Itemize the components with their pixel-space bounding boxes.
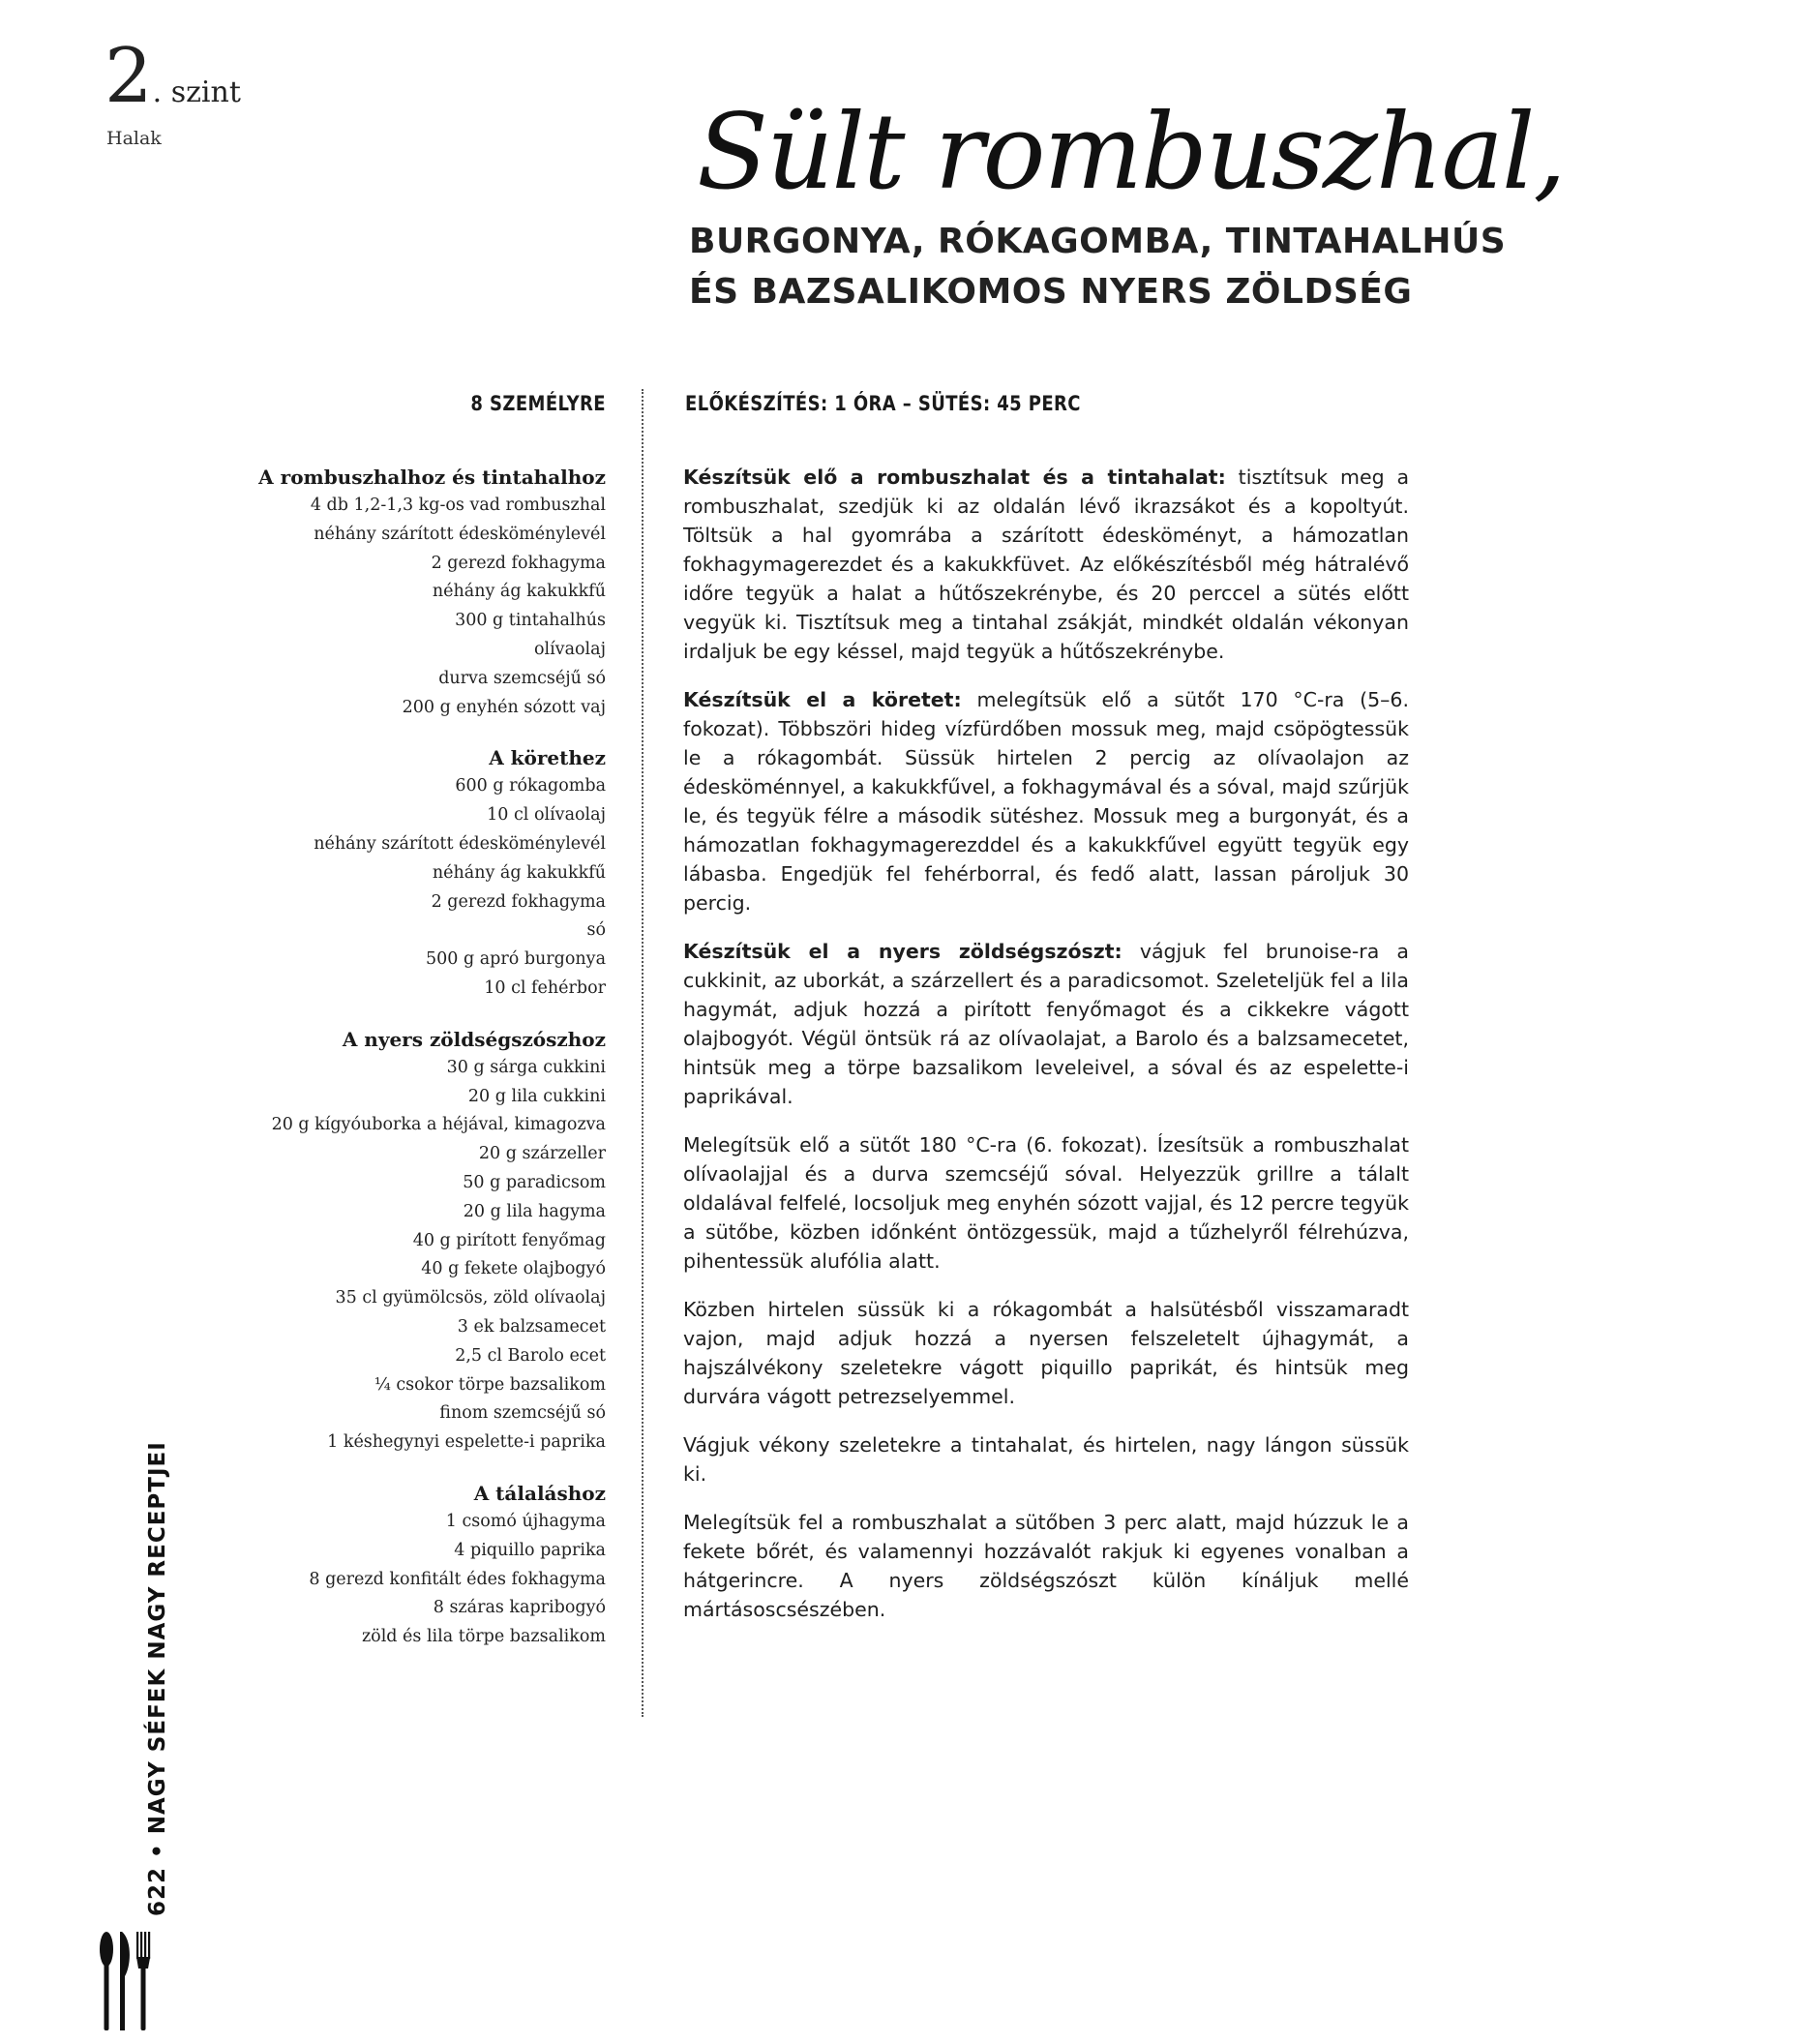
ingredient-item: 4 db 1,2-1,3 kg-os vad rombuszhal [310,496,606,515]
method-paragraph [683,1130,1409,1276]
ingredient-item: 200 g enyhén sózott vaj [402,697,606,717]
recipe-subtitle [689,217,1506,317]
method-step-text: Vágjuk vékony szeletekre a tintahalat, és hirtelen, nagy lángon süssük ki. [683,1433,1409,1486]
ingredient-item: 8 gerezd konfitált édes fokhagyma [309,1569,606,1589]
section-label: Halak [106,128,162,149]
method-paragraph [683,1430,1409,1488]
method-step-lead: Készítsük el a köretet: [683,688,962,711]
ingredient-item: só [586,920,606,941]
subtitle-line-1: BURGONYA, RÓKAGOMBA, TINTAHALHÚS [689,222,1507,261]
method-step-text: Melegítsük fel a rombuszhalat a sütőben 3 perc alatt, majd húzzuk le a fekete bőrét, és valamennyi hozzávalót rakjuk ki egyenes vonalban a hátgerincre. A nyers zöldségszószt külön kínáljuk mellé mártásoscsészében. [683,1511,1409,1621]
ingredient-item: 1 csomó újhagyma [445,1511,606,1531]
ingredient-group-heading: A rombuszhalhoz és tintahalhoz [258,466,606,489]
ingredient-group [64,743,606,1003]
ingredient-item: 20 g lila cukkini [467,1086,606,1106]
ingredient-item: 20 g kígyóuborka a héjával, kimagozva [271,1115,606,1135]
method-step-text: tisztítsuk meg a rombuszhalat, szedjük ki az oldalán lévő ikrazsákot és a kopoltyút. Töltsük a hal gyomrába a szárított édesköményt, a hámozatlan fokhagymagerezdet és a kakukkfüvet. Az előkészítésből még hátralévő időre tegyük a halat a hűtőszekrénybe, és 20 perccel a sütés előtt vegyük ki. Tisztítsuk meg a tintahal zsákját, mindkét oldalán vékonyan irdaljuk be egy késsel, majd tegyük a hűtőszekrénybe. [683,466,1410,663]
method-paragraph [683,937,1409,1111]
ingredient-group-heading: A nyers zöldségszószhoz [342,1027,606,1051]
recipe-title: Sült rombuszhal, [697,92,1565,213]
ingredient-group [64,463,606,722]
ingredient-item: 2 gerezd fokhagyma [431,891,606,912]
servings: 8 SZEMÉLYRE [470,392,606,417]
level-number: 2 [105,33,153,120]
ingredient-item: 3 ek balzsamecet [457,1316,606,1337]
ingredient-item: néhány szárított édesköménylevél [314,833,606,854]
ingredient-item: 40 g pirított fenyőmag [412,1230,606,1250]
ingredient-group-heading: A körethez [489,746,606,770]
method-step-text: Közben hirtelen süssük ki a rókagombát a halsütésből visszamaradt vajon, majd adjuk hozzá a nyersen felszeletelt újhagymát, a hajszálvékony szeletekre vágott piquillo paprikát, és hintsük meg durvára vágott petrezselyemmel. [683,1298,1409,1408]
ingredient-item: 40 g fekete olajbogyó [421,1259,606,1279]
method-step-lead: Készítsük elő a rombuszhalat és a tintahalat: [683,466,1226,489]
method-step-text: Melegítsük elő a sütőt 180 °C-ra (6. fokozat). Ízesítsük a rombuszhalat olívaolajjal és a durva szemcséjű sóval. Helyezzük grillre a tálalt oldalával felfelé, locsoljuk meg enyhén sózott vajjal, és 12 percre tegyük a sütőbe, közben időnként öntözgessük, majd a tűzhelyről félrehúzva, pihentessük alufólia alatt. [683,1133,1409,1273]
ingredient-item: 10 cl fehérbor [484,977,606,998]
method-step-lead: Készítsük el a nyers zöldségszószt: [683,940,1122,963]
level-label: . szint [152,75,241,109]
ingredient-item: 300 g tintahalhús [455,611,606,631]
subtitle-line-2: ÉS BAZSALIKOMOS NYERS ZÖLDSÉG [689,272,1413,312]
ingredient-item: 2 gerezd fokhagyma [431,553,606,573]
method-paragraph [683,463,1409,666]
ingredient-item: 20 g lila hagyma [463,1201,606,1221]
ingredient-item: 20 g szárzeller [478,1144,606,1164]
ingredient-item: 8 száras kapribogyó [433,1598,606,1618]
ingredient-item: néhány ág kakukkfű [432,582,606,602]
ingredient-item: 2,5 cl Barolo ecet [455,1345,606,1366]
ingredient-group-heading: A tálaláshoz [473,1481,606,1505]
prep-time: ELŐKÉSZÍTÉS: 1 ÓRA – SÜTÉS: 45 PERC [685,392,1081,417]
ingredient-item: zöld és lila törpe bazsalikom [361,1627,606,1647]
ingredient-group [64,1025,606,1458]
ingredient-item: 4 piquillo paprika [454,1540,606,1560]
method-step-text: melegítsük elő a sütőt 170 °C-ra (5–6. fokozat). Többszöri hideg vízfürdőben mossuk meg, majd csöpögtessük le a rókagombát. Süssük hirtelen 2 percig az olívaolajon az édesköménnyel, a kakukkfűvel, a fokhagymával és a sóval, majd szűrjük le, és tegyük félre a második sütéshez. Mossuk meg a burgonyát, és a hámozatlan fokhagymagerezddel és a kakukkfűvel együtt tegyük egy lábasba. Engedjük fel fehérborral, és fedő alatt, lassan pároljuk 30 percig. [683,688,1409,915]
ingredient-item: 35 cl gyümölcsös, zöld olívaolaj [335,1288,606,1308]
method-step-text: vágjuk fel brunoise-ra a cukkinit, az uborkát, a szárzellert és a paradicsomot. Szeleteljük fel a lila hagymát, adjuk hozzá a pirított fenyőmagot és a cikkekre vágott olajbogyót. Végül öntsük rá az olívaolajat, a Barolo és a balzsamecetet, hintsük meg a törpe bazsalikom leveleivel, a sóval és az espelette-i paprikával. [683,940,1409,1108]
cutlery-icon [97,1926,174,2032]
ingredient-item: 600 g rókagomba [455,776,606,797]
ingredient-item: 30 g sárga cukkini [446,1057,606,1077]
method-text [683,463,1409,1643]
ingredient-item: finom szemcséjű só [439,1403,606,1424]
ingredient-item: ¼ csokor törpe bazsalikom [374,1374,606,1395]
method-paragraph [683,1295,1409,1411]
ingredient-item: durva szemcséjű só [438,668,606,688]
method-paragraph [683,1508,1409,1624]
ingredient-item: 50 g paradicsom [463,1172,606,1192]
column-divider [642,389,644,1717]
ingredient-item: 10 cl olívaolaj [487,805,606,826]
ingredient-item: néhány szárított édesköménylevél [314,524,606,544]
page-footer-vertical: 622 • NAGY SÉFEK NAGY RECEPTJEI [145,1441,170,1916]
ingredient-item: olívaolaj [533,639,606,659]
ingredient-item: 500 g apró burgonya [426,949,606,970]
ingredient-item: 1 késhegynyi espelette-i paprika [327,1432,606,1453]
ingredient-item: néhány ág kakukkfű [432,862,606,883]
method-paragraph [683,685,1409,917]
level-indicator [105,33,241,120]
